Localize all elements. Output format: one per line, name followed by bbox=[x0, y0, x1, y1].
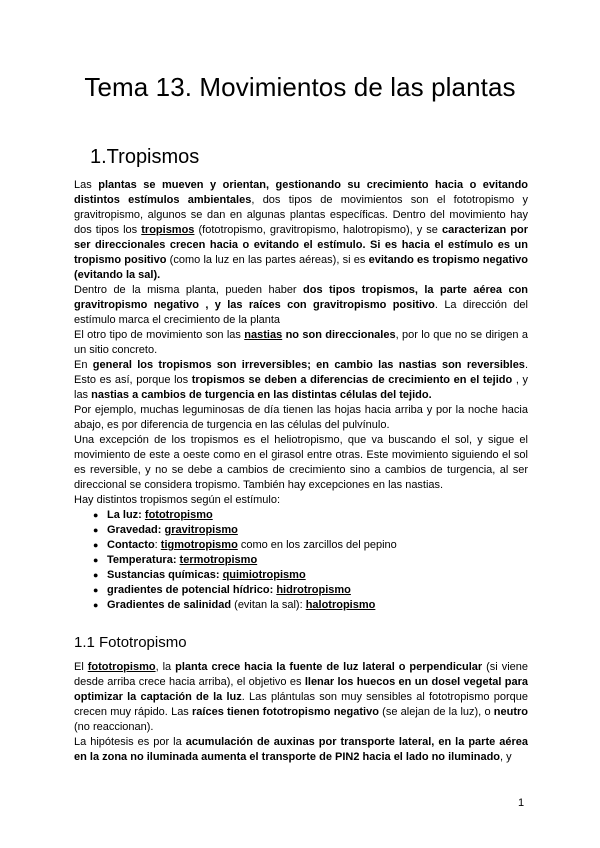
section-heading-tropismos: 1.Tropismos bbox=[90, 146, 200, 168]
list-intro: Hay distintos tropismos según el estímulo: bbox=[74, 494, 281, 506]
tropism-list bbox=[74, 508, 528, 613]
list-item: ● gradientes de potencial hídrico: hidrotropismo bbox=[93, 583, 528, 598]
list-item: ● Sustancias químicas: quimiotropismo bbox=[93, 568, 528, 583]
list-item: ● Gradientes de salinidad (evitan la sal): halotropismo bbox=[93, 598, 528, 613]
paragraph: El fototropismo, la planta crece hacia la fuente de luz lateral o perpendicular (si viene desde arriba crece hacia arriba), el objetivo es llenar los huecos en un dosel vegetal para optimizar la captación de la luz. Las plántulas son muy sensibles al fototropismo porque crecen muy rápido. Las raíces tienen fototropismo negativo (se alejan de la luz), o neutro (no reaccionan). bbox=[74, 661, 529, 733]
paragraph: Las plantas se mueven y orientan, gestionando su crecimiento hacia o evitando distintos estímulos ambientales, dos tipos de movimientos son el fototropismo y gravitropismo, algunos se dan en algunas plantas específicas. Dentro del movimiento hay dos tipos los tropismos (fototropismo, gravitropismo, halotropismo), y se caracterizan por ser direccionales crecen hacia o evitando el estímulo. Si es hacia el estímulo es un tropismo positivo (como la luz en las partes aéreas), si es evitando es tropismo negativo (evitando la sal). bbox=[74, 179, 529, 281]
paragraph: Por ejemplo, muchas leguminosas de día tienen las hojas hacia arriba y por la noche hacia abajo, es por diferencia de turgencia en las células del pulvínulo. bbox=[74, 404, 528, 431]
list-item: ● Contacto: tigmotropismo como en los zarcillos del pepino bbox=[93, 538, 528, 553]
section-tropismos-body bbox=[74, 178, 528, 613]
page-title: Tema 13. Movimientos de las plantas bbox=[84, 72, 516, 102]
paragraph: Una excepción de los tropismos es el heliotropismo, que va buscando el sol, y sigue el movimiento de este a oeste como en el girasol entre otras. Este movimiento siguiendo el sol es reversible, y no se debe a cambios de crecimiento sino a cambios de turgencia, al ser direccional se considera tropismo. También hay excepciones en las nastias. bbox=[74, 434, 528, 491]
list-item: ● Gravedad: gravitropismo bbox=[93, 523, 528, 538]
paragraph: La hipótesis es por la acumulación de auxinas por transporte lateral, en la parte aérea en la zona no iluminada aumenta el transporte de PIN2 hacia el lado no iluminado, y bbox=[74, 736, 528, 763]
paragraph: En general los tropismos son irreversibles; en cambio las nastias son reversibles. Esto es así, porque los tropismos se deben a diferencias de crecimiento en el tejido , y las nastias a cambios de turgencia en las distintas células del tejido. bbox=[74, 359, 529, 401]
paragraph: El otro tipo de movimiento son las nastias no son direccionales, por lo que no se dirigen a un sitio concreto. bbox=[74, 329, 528, 356]
paragraph: Dentro de la misma planta, pueden haber dos tipos tropismos, la parte aérea con gravitropismo negativo , y las raíces con gravitropismo positivo. La dirección del estímulo marca el crecimiento de la planta bbox=[74, 284, 529, 326]
section-heading-fototropismo: 1.1 Fototropismo bbox=[74, 634, 187, 651]
section-fototropismo-body bbox=[74, 660, 528, 765]
list-item: ● La luz: fototropismo bbox=[93, 508, 528, 523]
page-number: 1 bbox=[518, 797, 525, 809]
list-item: ● Temperatura: termotropismo bbox=[93, 553, 528, 568]
